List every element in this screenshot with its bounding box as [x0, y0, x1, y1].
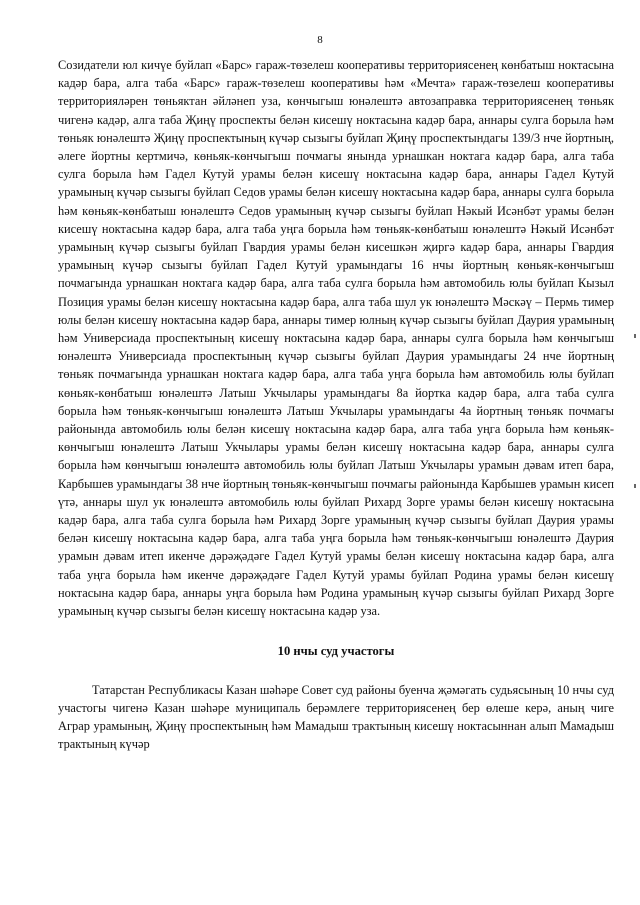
section-heading: 10 нчы суд участогы [277, 644, 395, 659]
boundary-paragraph: Созидатели юл кичүе буйлап «Барс» гараж-төзелеш кооперативы территориясенең көнбатыш ноктасына кадәр бара, алга таба «Барс» гараж-төзелеш кооперативы һәм «Мечта» гараж-төзелеш кооперативы территорияләрен төньяктан әйләнеп уза, көнчыгыш юнәлештә автозаправка территориясенең төньяк чигенә кадәр, алга таба Җиңү проспекты белән кисешү ноктасына кадәр бара, аннары сулга борыла һәм төньяк юнәлештә Җиңү проспектының күчәр сызыгы буйлап Җиңү проспектындагы 139/3 нче йортның, әлеге йортны кертмичә, көньяк-көнчыгыш почмагы янында урнашкан ноктага кадәр бара, алга таба сулга борыла һәм Гадел Кутуй урамы белән кисешү ноктасына кадәр бара, аннары Гадел Кутуй урамының күчәр сызыгы буйлап Седов урамы белән кисешү ноктасына кадәр бара, аннары сулга борыла һәм көньяк-көнбатыш юнәлештә Седов урамының күчәр сызыгы буйлап Нәкый Исәнбәт урамы белән кисешү ноктасына кадәр бара, алга таба уңга борыла һәм төньяк-көнбатыш юнәлештә Нәкый Исәнбәт урамының күчәр сызыгы буйлап Гвардия урамы белән кисешкән җиргә кадәр бара, аннары Гвардия урамының күчәр сызыгы буйлап Гадел Кутуй урамындагы 16 нчы йортның көньяк-көнчыгыш почмагында урнашкан ноктага кадәр бара, алга таба сулга борыла һәм автомобиль юлы буйлап Кызыл Позиция урамы белән кисешү ноктасына кадәр бара, алга таба шул ук юнәлештә Мәскәү – Пермь тимер юлы белән кисешү ноктасына кадәр бара, аннары тимер юлның күчәр сызыгы буйлап Даурия урамының һәм Универсиада проспектының кисешү ноктасына кадәр бара, аннары сулга борыла һәм көнчыгыш юнәлештә Универсиада проспектының күчәр сызыгы буйлап Даурия урамындагы 24 нче йортның төньяк почмагында урнашкан ноктага кадәр бара, алга таба уңга борыла һәм автомобиль юлы буйлап көньяк-көнбатыш юнәлештә Латыш Укчылары урамындагы 8а йортка кадәр бара, алга таба сулга борыла һәм төньяк-көнчыгыш юнәлештә Латыш Укчылары урамындагы 4а йортның төньяк почмагы районында автомобиль юлы белән кисешү ноктасына кадәр бара, алга таба уңга борыла һәм көньяк-көнчыгыш юнәлештә Латыш Укчылары урамы белән кисешү ноктасына кадәр бара, аннары сулга борыла һәм көнчыгыш юнәлештә автомобиль юлы буйлап Латыш Укчылары урамын дәвам итеп бара, Карбышев урамындагы 38 нче йортның төньяк-көнчыгыш почмагы районында Карбышев урамын кисеп үтә, аннары шул ук юнәлештә автомобиль юлы буйлап Рихард Зорге урамы белән кисешү ноктасына кадәр бара, алга таба сулга борыла һәм Рихард Зорге урамының күчәр сызыгы буйлап Даурия урамы белән кисешү ноктасына кадәр бара, алга таба уңга борыла һәм төньяк-көнчыгыш юнәлештә Даурия урамын дәвам итеп икенче дәрәҗәдәге Гадел Кутуй урамы белән кисешү ноктасына кадәр бара, алга таба уңга борыла һәм икенче дәрәҗәдәге Гадел Кутуй урамы буйлап Родина урамы белән кисешү ноктасына кадәр бара, аннары уңга борыла һәм Родина урамының күчәр сызыгы буйлап Рихард Зорге урамының күчәр сызыгы белән кисешү ноктасына кадәр уза. [58, 58, 614, 619]
scan-edge-mark [634, 334, 636, 338]
section-paragraph: Татарстан Республикасы Казан шәһәре Совет суд районы буенча җәмәгать судьясының 10 нчы суд участогы чигенә Казан шәһәре муниципаль берәмлеге территориясенең бер өлеше керә, аның чиге Аграр урамының, Җиңү проспектының һәм Мамадыш трактының кисешү ноктасыннан алып Мамадыш трактының күчәр [58, 682, 614, 752]
document-body [58, 56, 614, 753]
page-number: 8 [317, 34, 323, 46]
scan-edge-mark [634, 484, 636, 488]
